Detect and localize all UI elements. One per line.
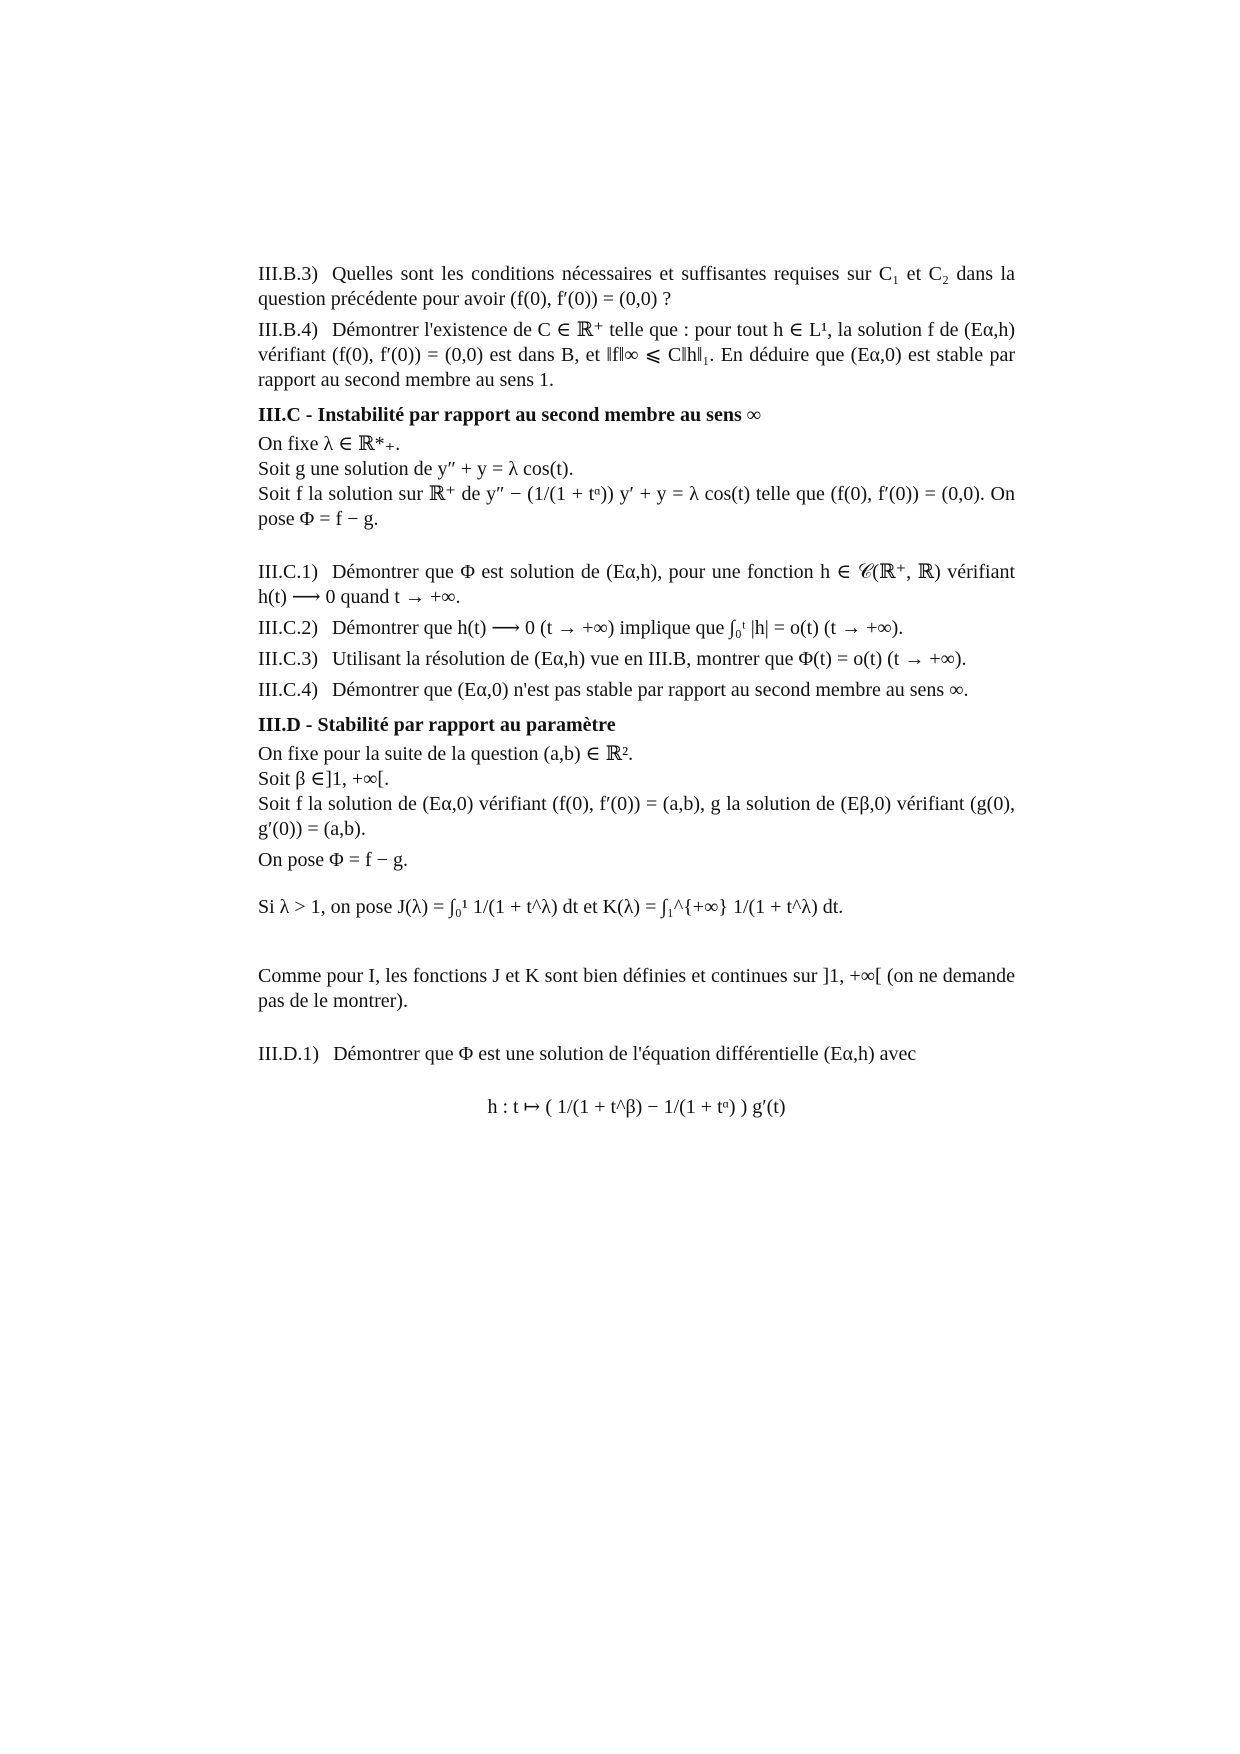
formula-h: h : t ↦ ( 1/(1 + t^β) − 1/(1 + tᵅ) ) g′(t) <box>487 1096 786 1118</box>
question-number: III.C.4) <box>258 679 318 701</box>
III-C-line-2: Soit g une solution de y″ + y = λ cos(t). <box>258 458 574 480</box>
page-content <box>258 262 1015 1120</box>
III-C-line-1: On fixe λ ∈ ℝ*₊. <box>258 433 401 455</box>
III-D-line-4: On pose Φ = f − g. <box>258 849 408 871</box>
question-number: III.C.1) <box>258 561 318 583</box>
question-number: III.B.4) <box>258 319 318 341</box>
question-number: III.C.2) <box>258 617 318 639</box>
III-D-line-1: On fixe pour la suite de la question (a,b) ∈ ℝ². <box>258 743 634 765</box>
section-title-III-D: III.D - Stabilité par rapport au paramètre <box>258 714 616 736</box>
III-D-paragraph: Comme pour I, les fonctions J et K sont bien définies et continues sur ]1, +∞[ (on ne demande pas de le montrer). <box>258 965 1015 1012</box>
question-III-C-1 <box>258 560 1015 610</box>
question-text: Démontrer que Φ est une solution de l'équation différentielle (Eα,h) avec <box>333 1043 917 1065</box>
III-D-line-2: Soit β ∈]1, +∞[. <box>258 768 390 790</box>
question-text: Démontrer que (Eα,0) n'est pas stable par rapport au second membre au sens ∞. <box>331 679 969 701</box>
question-text: Démontrer que Φ est solution de (Eα,h), pour une fonction h ∈ 𝒞(ℝ⁺, ℝ) vérifiant h(t) ⟶ 0 quand t → +∞. <box>258 561 1015 608</box>
question-III-D-1 <box>258 1042 1015 1067</box>
question-text: Démontrer que h(t) ⟶ 0 (t → +∞) implique que ∫₀ᵗ |h| = o(t) (t → +∞). <box>331 617 904 639</box>
question-text: Démontrer l'existence de C ∈ ℝ⁺ telle que : pour tout h ∈ L¹, la solution f de (Eα,h) vérifiant (f(0), f′(0)) = (0,0) est dans B, et ‖f‖∞ ⩽ C‖h‖₁. En déduire que (Eα,0) est stable par rapport au second membre au sens 1. <box>258 319 1015 391</box>
question-text: Utilisant la résolution de (Eα,h) vue en III.B, montrer que Φ(t) = o(t) (t → +∞). <box>331 648 967 670</box>
formula-J-K: Si λ > 1, on pose J(λ) = ∫₀¹ 1/(1 + t^λ) dt et K(λ) = ∫₁^{+∞} 1/(1 + t^λ) dt. <box>258 896 844 918</box>
III-D-line-3: Soit f la solution de (Eα,0) vérifiant (f(0), f′(0)) = (a,b), g la solution de (Eβ,0) vérifiant (g(0), g′(0)) = (a,b). <box>258 793 1015 840</box>
section-title-III-C: III.C - Instabilité par rapport au second membre au sens ∞ <box>258 404 761 426</box>
question-III-C-4 <box>258 678 1015 703</box>
III-C-line-3: Soit f la solution sur ℝ⁺ de y″ − (1/(1 + tᵅ)) y′ + y = λ cos(t) telle que (f(0), f′(0)) = (0,0). On pose Φ = f − g. <box>258 483 1015 530</box>
question-III-C-2 <box>258 616 1015 641</box>
question-number: III.D.1) <box>258 1043 320 1065</box>
question-III-B-3 <box>258 262 1015 312</box>
question-text: Quelles sont les conditions nécessaires et suffisantes requises sur C₁ et C₂ dans la question précédente pour avoir (f(0), f′(0)) = (0,0) ? <box>258 263 1015 310</box>
question-III-B-4 <box>258 318 1015 393</box>
question-number: III.C.3) <box>258 648 318 670</box>
question-III-C-3 <box>258 647 1015 672</box>
question-number: III.B.3) <box>258 263 318 285</box>
